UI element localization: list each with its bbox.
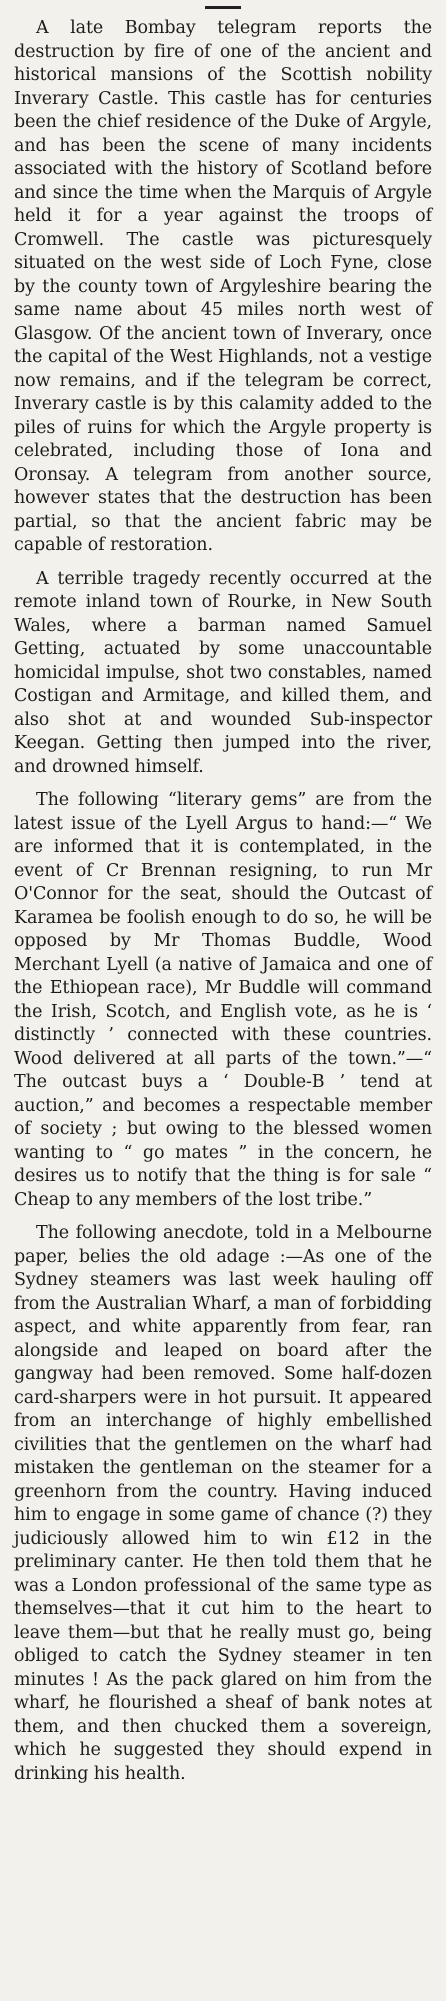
paragraph-literary-gems: The following “literary gems” are from the latest issue of the Lyell Argus to hand:—“ We are informed that it is contemplated, in the event of Cr Brennan resigning, to run Mr O'Connor for the seat, should the Outcast of Karamea be foolish enough to do so, he will be opposed by Mr Thomas Buddle, Wood Merchant Lyell (a native of Jamaica and one of the Ethiopean race), Mr Buddle will command the Irish, Scotch, and English vote, as he is ‘ distinctly ’ connected with these countries. Wood delivered at all parts of the town.”—“ The outcast buys a ‘ Double-B ’ tend at auction,” and becomes a respectable member of society ; but owing to the blessed women wanting to “ go mates ” in the concern, he desires us to notify that the thing is for sale “ Cheap to any members of the lost tribe.” bbox=[14, 790, 432, 1210]
paragraph-inverary-castle: A late Bombay telegram reports the destruction by fire of one of the ancient and historical mansions of the Scottish nobility Inverary Castle. This castle has for centuries been the chief residence of the Duke of Argyle, and has been the scene of many incidents associated with the history of Scotland before and since the time when the Marquis of Argyle held it for a year against the troops of Cromwell. The castle was picturesquely situated on the west side of Loch Fyne, close by the county town of Argyleshire bearing the same name about 45 miles north west of Glasgow. Of the ancient town of Inverary, once the capital of the West Highlands, not a vestige now remains, and if the telegram be correct, Inverary castle is by this calamity added to the piles of ruins for which the Argyle property is celebrated, including those of Iona and Oronsay. A telegram from another source, however states that the destruction has been partial, so that the ancient fabric may be capable of restoration. bbox=[14, 18, 432, 555]
paragraph-rourke-tragedy: A terrible tragedy recently occurred at the remote inland town of Rourke, in New South Wales, where a barman named Samuel Getting, actuated by some unaccountable homicidal impulse, shot two constables, named Costigan and Armitage, and killed them, and also shot at and wounded Sub-inspector Keegan. Getting then jumped into the river, and drowned himself. bbox=[14, 568, 432, 777]
article-body bbox=[14, 17, 432, 1786]
paragraph-melbourne-anecdote: The following anecdote, told in a Melbourne paper, belies the old adage :—As one of the Sydney steamers was last week hauling off from the Australian Wharf, a man of forbidding aspect, and white apparently from fear, ran alongside and leaped on board after the gangway had been removed. Some half-dozen card-sharpers were in hot pursuit. It appeared from an interchange of highly embellished civilities that the gentlemen on the wharf had mistaken the gentleman on the steamer for a greenhorn from the country. Having induced him to engage in some game of chance (?) they judiciously allowed him to win £12 in the preliminary canter. He then told them that he was a London professional of the same type as themselves—that it cut him to the heart to leave them—but that he really must go, being obliged to catch the Sydney steamer in ten minutes ! As the pack glared on him from the wharf, he flourished a sheaf of bank notes at them, and then chucked them a sovereign, which he suggested they should expend in drinking his health. bbox=[14, 1223, 432, 1784]
column-divider-rule bbox=[205, 6, 241, 9]
